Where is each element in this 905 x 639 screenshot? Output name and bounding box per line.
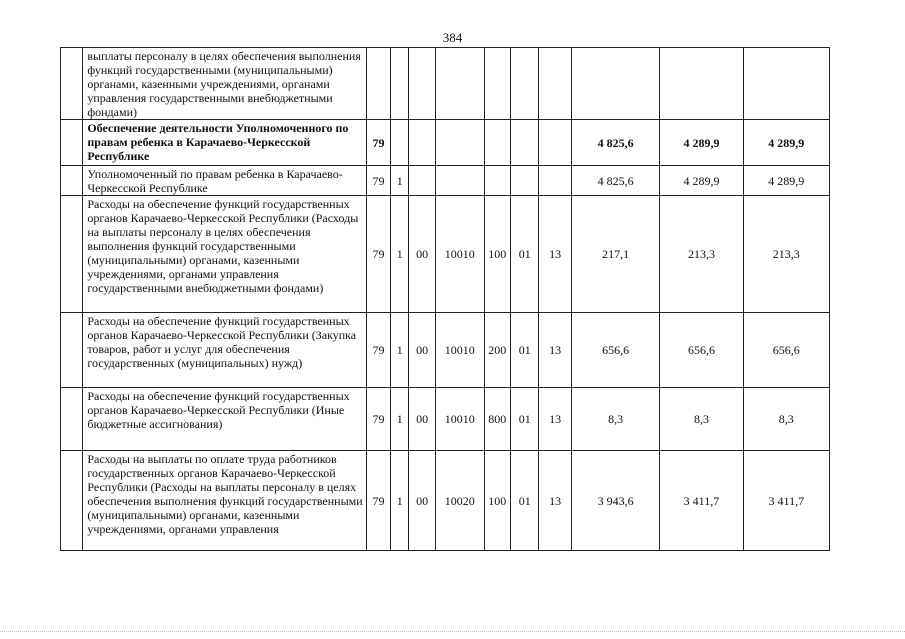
subsection-code-cell: 01 [510,388,538,451]
row-index-cell [61,196,83,313]
direction-code-cell: 10010 [435,388,484,451]
expense-type-code-cell: 200 [484,313,510,388]
subsubsection-code-cell: 13 [539,451,572,551]
subsection-code-cell: 01 [510,451,538,551]
chapter-code-cell: 79 [366,166,390,196]
amount-year-1-cell: 3 943,6 [571,451,659,551]
row-index-cell [61,120,83,166]
section-code-cell: 1 [391,196,409,313]
subsubsection-code-cell: 13 [539,313,572,388]
section-code-cell: 1 [391,451,409,551]
item-name-cell: Обеспечение деятельности Уполномоченного по правам ребенка в Карачаево-Черкесской Республике [83,120,366,166]
chapter-code-cell: 79 [366,313,390,388]
section-code-cell: 1 [391,166,409,196]
table-row [61,48,830,120]
subprogram-code-cell: 00 [409,313,435,388]
chapter-code-cell: 79 [366,388,390,451]
subprogram-code-cell [409,166,435,196]
amount-year-1-cell [571,48,659,120]
table-row [61,388,830,451]
section-code-cell: 1 [391,388,409,451]
budget-table [60,47,830,551]
amount-year-1-cell: 656,6 [571,313,659,388]
amount-year-2-cell [660,48,743,120]
amount-year-2-cell: 3 411,7 [660,451,743,551]
amount-year-1-cell: 8,3 [571,388,659,451]
direction-code-cell [435,48,484,120]
subsubsection-code-cell: 13 [539,196,572,313]
subsection-code-cell: 01 [510,313,538,388]
direction-code-cell [435,166,484,196]
amount-year-1-cell: 4 825,6 [571,166,659,196]
row-index-cell [61,48,83,120]
direction-code-cell: 10010 [435,196,484,313]
subprogram-code-cell: 00 [409,196,435,313]
direction-code-cell: 10010 [435,313,484,388]
expense-type-code-cell: 800 [484,388,510,451]
expense-type-code-cell: 100 [484,451,510,551]
amount-year-1-cell: 4 825,6 [571,120,659,166]
subsubsection-code-cell [539,48,572,120]
chapter-code-cell: 79 [366,196,390,313]
amount-year-3-cell: 656,6 [743,313,829,388]
direction-code-cell: 10020 [435,451,484,551]
amount-year-3-cell: 8,3 [743,388,829,451]
expense-type-code-cell [484,166,510,196]
item-name-cell: Расходы на обеспечение функций государственных органов Карачаево-Черкесской Республики (Расходы на выплаты персоналу в целях обеспечения выполнения функций государственными (муниципальными) органами, казенными учреждениями, органами управления государственными внебюджетными фондами) [83,196,366,313]
scan-edge-line [0,631,905,633]
amount-year-3-cell: 3 411,7 [743,451,829,551]
table-row [61,166,830,196]
amount-year-2-cell: 213,3 [660,196,743,313]
chapter-code-cell: 79 [366,451,390,551]
row-index-cell [61,166,83,196]
amount-year-2-cell: 8,3 [660,388,743,451]
section-code-cell: 1 [391,313,409,388]
amount-year-3-cell: 4 289,9 [743,166,829,196]
item-name-cell: Уполномоченный по правам ребенка в Карачаево-Черкесской Республике [83,166,366,196]
subsubsection-code-cell: 13 [539,388,572,451]
subsubsection-code-cell [539,166,572,196]
subprogram-code-cell: 00 [409,451,435,551]
amount-year-2-cell: 656,6 [660,313,743,388]
row-index-cell [61,451,83,551]
amount-year-1-cell: 217,1 [571,196,659,313]
amount-year-2-cell: 4 289,9 [660,120,743,166]
expense-type-code-cell: 100 [484,196,510,313]
section-code-cell [391,48,409,120]
direction-code-cell [435,120,484,166]
table-row [61,196,830,313]
expense-type-code-cell [484,120,510,166]
table-row [61,451,830,551]
table-row [61,313,830,388]
chapter-code-cell: 79 [366,120,390,166]
subsection-code-cell: 01 [510,196,538,313]
page-number: 384 [442,30,463,45]
row-index-cell [61,313,83,388]
table-row [61,120,830,166]
amount-year-3-cell: 4 289,9 [743,120,829,166]
section-code-cell [391,120,409,166]
chapter-code-cell [366,48,390,120]
subprogram-code-cell [409,48,435,120]
subsubsection-code-cell [539,120,572,166]
subsection-code-cell [510,120,538,166]
item-name-cell: Расходы на обеспечение функций государственных органов Карачаево-Черкесской Республики (Закупка товаров, работ и услуг для обеспечения государственных (муниципальных) нужд) [83,313,366,388]
row-index-cell [61,388,83,451]
item-name-cell: Расходы на обеспечение функций государственных органов Карачаево-Черкесской Республики (Иные бюджетные ассигнования) [83,388,366,451]
expense-type-code-cell [484,48,510,120]
subprogram-code-cell: 00 [409,388,435,451]
amount-year-2-cell: 4 289,9 [660,166,743,196]
subsection-code-cell [510,166,538,196]
subsection-code-cell [510,48,538,120]
item-name-cell: Расходы на выплаты по оплате труда работников государственных органов Карачаево-Черкесской Республики (Расходы на выплаты персоналу в целях обеспечения выполнения функций государственными (муниципальными) органами, казенными учреждениями, органами управления [83,451,366,551]
amount-year-3-cell [743,48,829,120]
amount-year-3-cell: 213,3 [743,196,829,313]
subprogram-code-cell [409,120,435,166]
item-name-cell: выплаты персоналу в целях обеспечения выполнения функций государственными (муниципальными) органами, казенными учреждениями, органами управления государственными внебюджетными фондами) [83,48,366,120]
